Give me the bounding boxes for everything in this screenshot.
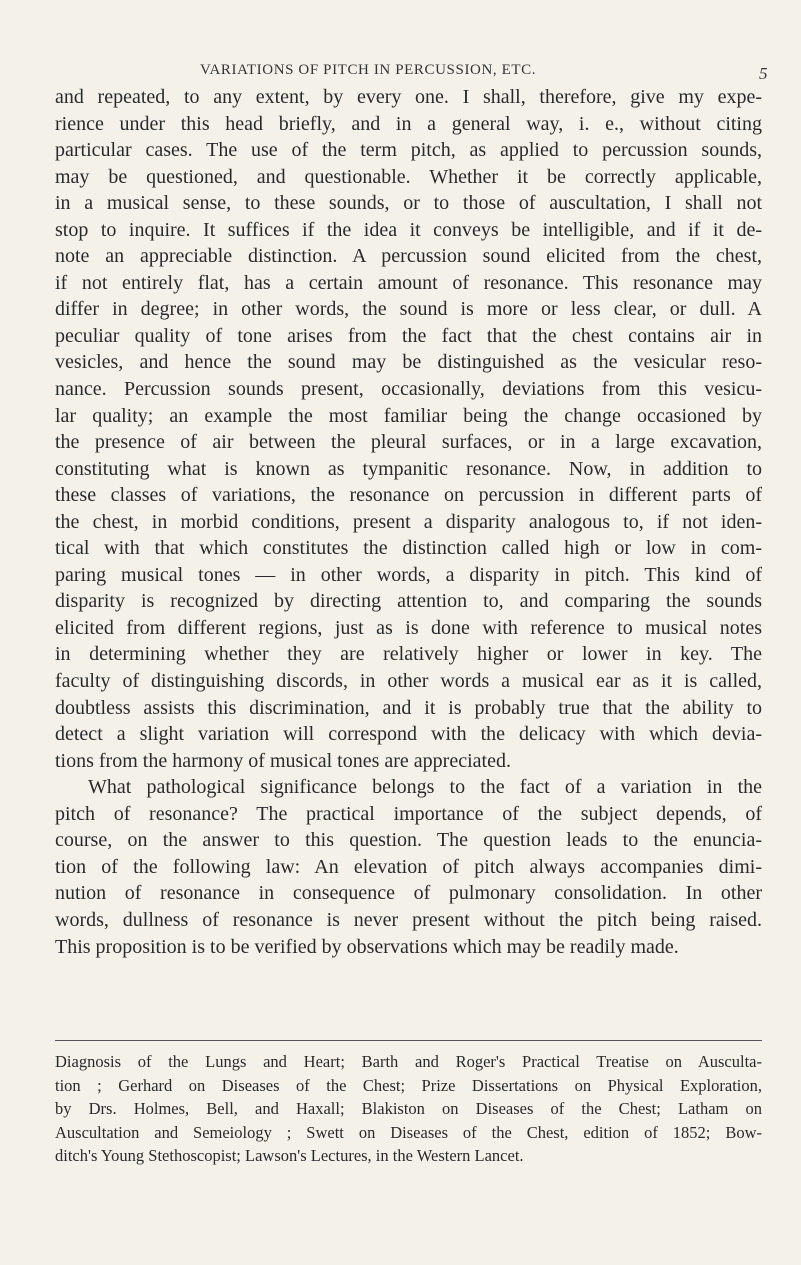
body-line: vesicles, and hence the sound may be distinguished as the vesicular reso-	[55, 351, 762, 374]
body-line: and repeated, to any extent, by every one. I shall, therefore, give my expe-	[55, 86, 762, 108]
running-title: VARIATIONS OF PITCH IN PERCUSSION, ETC.	[200, 62, 537, 78]
footnote-divider	[55, 1040, 762, 1041]
body-line: note an appreciable distinction. A percussion sound elicited from the chest,	[55, 245, 762, 268]
running-head	[0, 62, 801, 84]
body-line: words, dullness of resonance is never present without the pitch being raised.	[55, 908, 762, 931]
body-line: doubtless assists this discrimination, and it is probably true that the ability to	[55, 696, 762, 719]
footnote-line: tion ; Gerhard on Diseases of the Chest; Prize Dissertations on Physical Exploration,	[55, 1075, 762, 1095]
body-line: course, on the answer to this question. The question leads to the enuncia-	[55, 829, 762, 852]
body-line: This proposition is to be verified by observations which may be readily made.	[55, 935, 679, 958]
body-line: tion of the following law: An elevation of pitch always accompanies dimi-	[55, 855, 762, 878]
body-line: these classes of variations, the resonance on percussion in different parts of	[55, 484, 762, 507]
body-line: detect a slight variation will correspond with the delicacy with which devia-	[55, 723, 762, 746]
body-line: in a musical sense, to these sounds, or to those of auscultation, I shall not	[55, 192, 762, 215]
body-line: paring musical tones — in other words, a disparity in pitch. This kind of	[55, 563, 762, 586]
footnote-line: Diagnosis of the Lungs and Heart; Barth and Roger's Practical Treatise on Ausculta-	[55, 1052, 762, 1071]
body-line: elicited from different regions, just as is done with reference to musical notes	[55, 616, 762, 639]
body-line: in determining whether they are relatively higher or lower in key. The	[55, 643, 762, 666]
footnote-line: ditch's Young Stethoscopist; Lawson's Lectures, in the Western Lancet.	[55, 1146, 524, 1165]
body-line: nution of resonance in consequence of pulmonary consolidation. In other	[55, 882, 762, 905]
body-line: lar quality; an example the most familiar being the change occasioned by	[55, 404, 762, 427]
footnote	[55, 1050, 762, 1168]
footnote-line: by Drs. Holmes, Bell, and Haxall; Blakiston on Diseases of the Chest; Latham on	[55, 1099, 762, 1118]
body-line: if not entirely flat, has a certain amount of resonance. This resonance may	[55, 271, 762, 294]
body-line: particular cases. The use of the term pitch, as applied to percussion sounds,	[55, 139, 762, 162]
body-line: nance. Percussion sounds present, occasionally, deviations from this vesicu-	[55, 378, 762, 401]
page-number: 5	[759, 64, 768, 83]
body-line: peculiar quality of tone arises from the fact that the chest contains air in	[55, 324, 762, 347]
body-line: may be questioned, and questionable. Whether it be correctly applicable,	[55, 165, 762, 188]
body-text	[55, 84, 762, 960]
body-line: rience under this head briefly, and in a general way, i. e., without citing	[55, 112, 762, 135]
body-line: tical with that which constitutes the distinction called high or low in com-	[55, 537, 762, 560]
body-line: What pathological significance belongs to the fact of a variation in the	[88, 776, 762, 799]
body-line: constituting what is known as tympanitic resonance. Now, in addition to	[55, 457, 762, 480]
body-line: pitch of resonance? The practical importance of the subject depends, of	[55, 802, 762, 825]
body-line: faculty of distinguishing discords, in other words a musical ear as it is called,	[55, 670, 762, 693]
body-line: stop to inquire. It suffices if the idea it conveys be intelligible, and if it de-	[55, 218, 762, 241]
footnote-line: Auscultation and Semeiology ; Swett on Diseases of the Chest, edition of 1852; Bow-	[55, 1122, 762, 1142]
body-line: the chest, in morbid conditions, present a disparity analogous to, if not iden-	[55, 510, 762, 533]
body-line: differ in degree; in other words, the sound is more or less clear, or dull. A	[55, 298, 762, 321]
body-line: disparity is recognized by directing attention to, and comparing the sounds	[55, 590, 762, 613]
body-line: the presence of air between the pleural surfaces, or in a large excavation,	[55, 431, 762, 454]
body-line: tions from the harmony of musical tones are appreciated.	[55, 749, 511, 772]
